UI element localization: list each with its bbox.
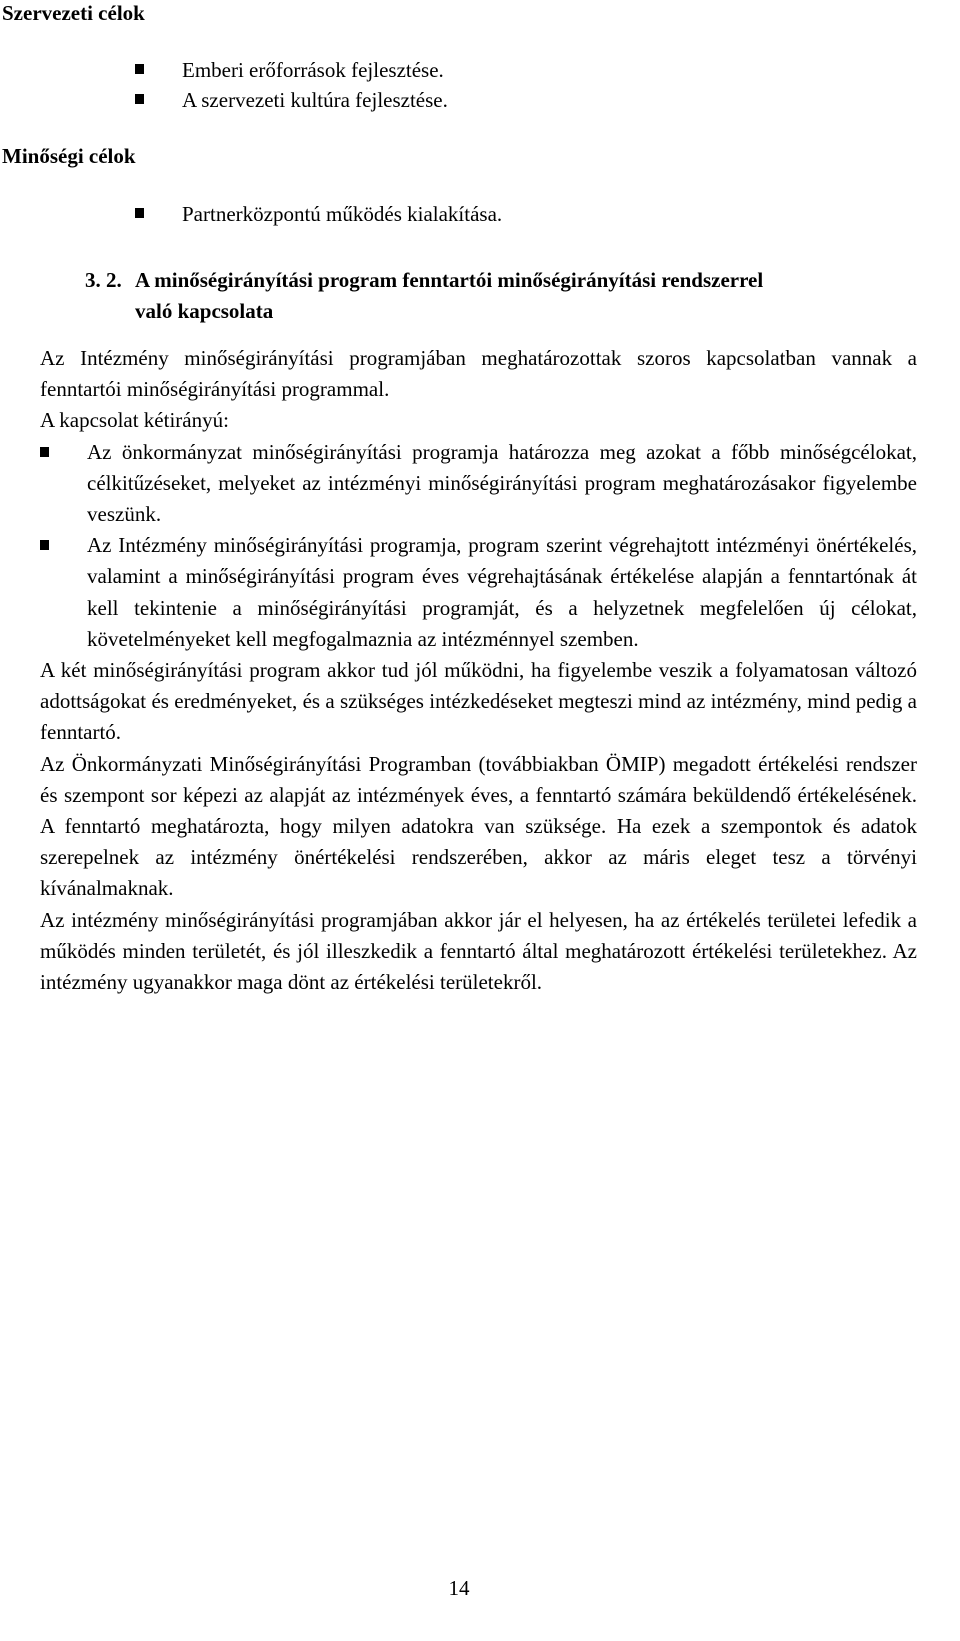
relationship-list [40, 437, 917, 655]
list-item-text: Az önkormányzat minőségirányítási programja határozza meg azokat a főbb minőségcélokat, célkitűzéseket, melyeket az intézményi minőségirányítási program meghatározásakor figyelembe veszünk. [87, 439, 917, 527]
section-title-continuation: való kapcsolata [135, 299, 274, 323]
list-item-text: A szervezeti kultúra fejlesztése. [182, 88, 448, 112]
section-number: 3. 2. [85, 268, 122, 292]
list-item [40, 530, 917, 655]
list-item-text: Az Intézmény minőségirányítási programja, program szerint végrehajtott intézményi önértékelés, valamint a minőségirányítási program éves végrehajtásának értékelése alapján a fenntartónak át kell tekintenie a minőségirányítási programját, és a helyzetnek megfelelően új célokat, követelményeket kell megfogalmaznia az intézménnyel szemben. [87, 533, 917, 651]
body-text [40, 343, 917, 998]
paragraph: A két minőségirányítási program akkor tud jól működni, ha figyelembe veszik a folyamatosan változó adottságokat és eredményeket, és a szükséges intézkedéseket megteszi mind az intézmény, mind pedig a fenntartó. [40, 658, 917, 745]
square-bullet-icon [40, 447, 49, 457]
square-bullet-icon [40, 540, 49, 550]
square-bullet-icon [135, 208, 144, 218]
list-szervezeti-celok [135, 55, 940, 115]
list-item [40, 437, 917, 531]
paragraph: Az intézmény minőségirányítási programjában akkor jár el helyesen, ha az értékelés területei lefedik a működés minden területét, és jól illeszkedik a fenntartó által meghatározott értékelési területekhez. Az intézmény ugyanakkor maga dönt az értékelési területekről. [40, 907, 917, 995]
paragraph: A kapcsolat kétirányú: [40, 408, 229, 433]
square-bullet-icon [135, 94, 144, 104]
list-item [135, 55, 940, 85]
paragraph: Az Intézmény minőségirányítási programjában meghatározottak szoros kapcsolatban vannak a fenntartói minőségirányítási programmal. [40, 346, 917, 402]
section-title [85, 265, 945, 327]
square-bullet-icon [135, 64, 144, 74]
paragraph: Az Önkormányzati Minőségirányítási Programban (továbbiakban ÖMIP) megadott értékelési rendszer és szempont sor képezi az alapját az intézmények éves, a fenntartó számára beküldendő értékelésének. A fenntartó meghatározta, hogy milyen adatokra van szüksége. Ha ezek a szempontok és adatok szerepelnek az intézmény önértékelési rendszerében, akkor az máris eleget tesz a törvényi kívánalmaknak. [40, 751, 917, 901]
list-item [135, 199, 940, 229]
page-number: 14 [448, 1576, 470, 1600]
section-title-text: A minőségirányítási program fenntartói minőségirányítási rendszerrel [135, 268, 764, 292]
list-item [135, 85, 940, 115]
list-item-text: Partnerközpontú működés kialakítása. [182, 202, 503, 226]
heading-minosegi-celok: Minőségi célok [2, 144, 136, 168]
heading-szervezeti-celok: Szervezeti célok [2, 1, 145, 25]
list-minosegi-celok [135, 199, 940, 229]
list-item-text: Emberi erőforrások fejlesztése. [182, 58, 444, 82]
